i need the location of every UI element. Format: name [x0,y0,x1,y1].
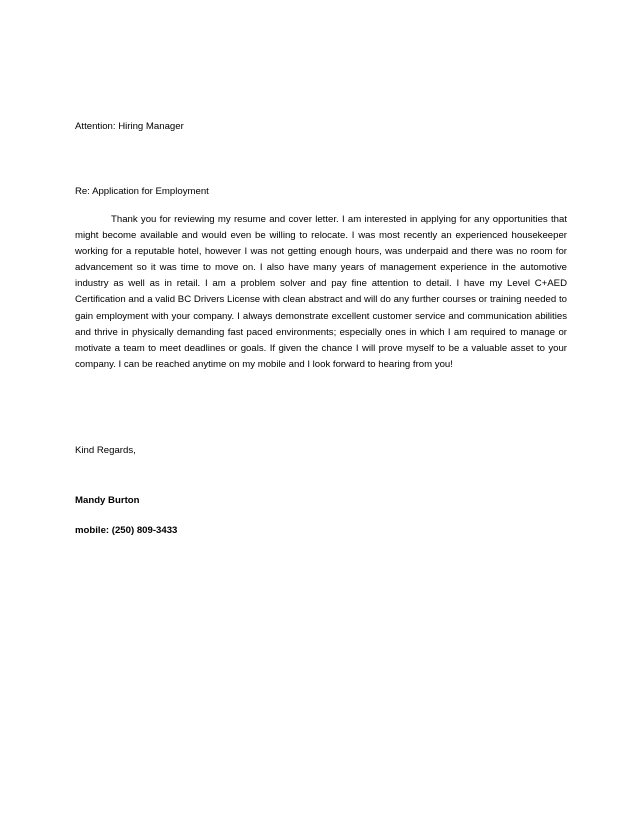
attention-line: Attention: Hiring Manager [75,121,184,132]
letter-body: Thank you for reviewing my resume and cover letter. I am interested in applying for any opportunities that might become available and would even be willing to relocate. I was most recently an experienced housekeeper working for a reputable hotel, however I was not getting enough hours, was underpaid and there was no room for advancement so it was time to move on. I also have many years of management experience in the automotive industry as well as in retail. I am a problem solver and pay fine attention to detail. I have my Level C+AED Certification and a valid BC Drivers License with clean abstract and will do any further courses or training needed to gain employment with your company. I always demonstrate excellent customer service and communication abilities and thrive in physically demanding fast paced environments; especially ones in which I am required to manage or motivate a team to meet deadlines or goals. If given the chance I will prove myself to be a valuable asset to your company. I can be reached anytime on my mobile and I look forward to hearing from you! [75,214,567,370]
signature-name: Mandy Burton [75,495,140,506]
closing-line: Kind Regards, [75,445,136,456]
signature-mobile: mobile: (250) 809-3433 [75,525,178,536]
subject-line: Re: Application for Employment [75,186,209,197]
